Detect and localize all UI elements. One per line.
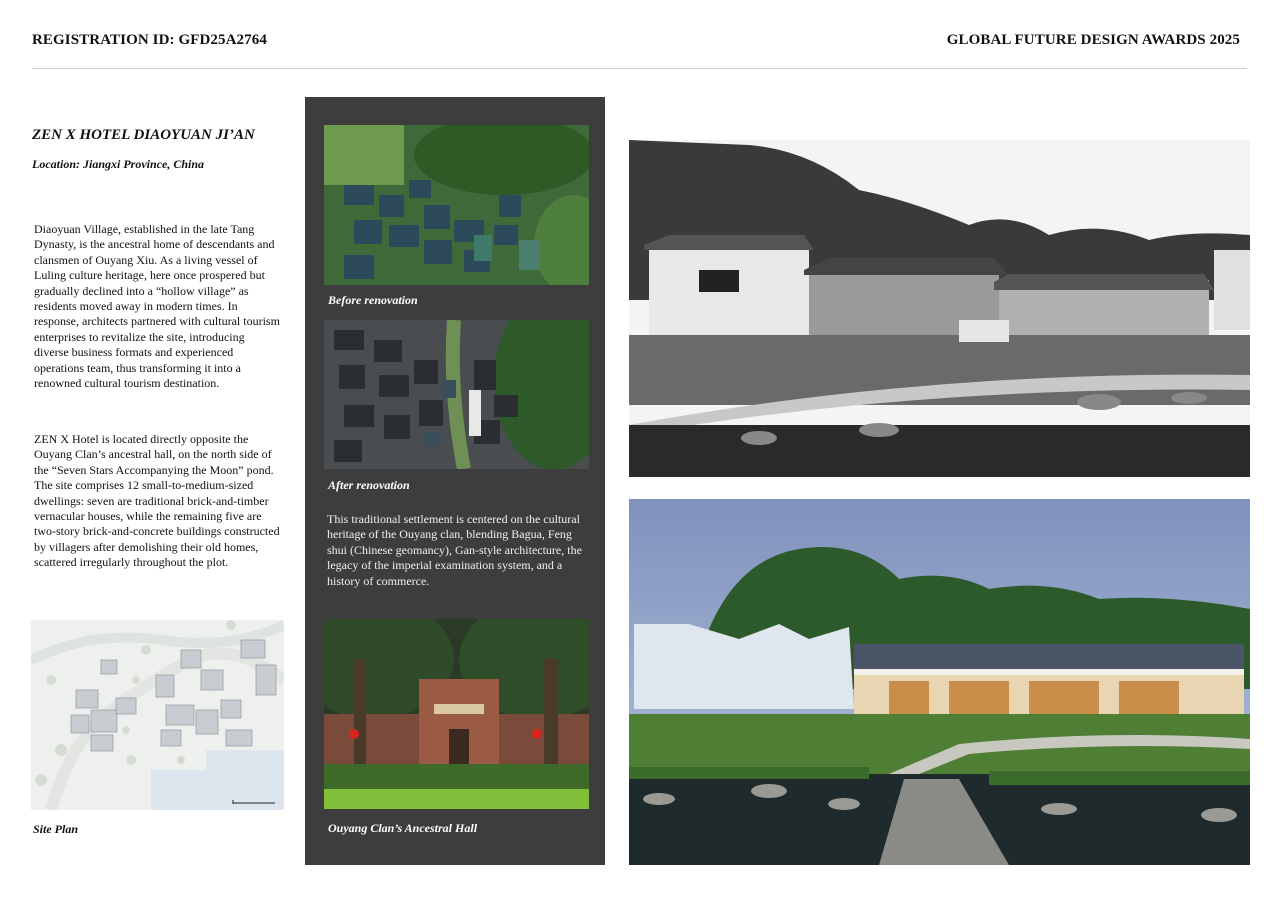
header-divider	[32, 68, 1247, 69]
award-name: GLOBAL FUTURE DESIGN AWARDS 2025	[946, 32, 1240, 48]
renovation-panel	[305, 97, 605, 865]
before-renovation-caption: Before renovation	[328, 293, 418, 307]
after-photo-color	[629, 499, 1250, 865]
after-renovation-caption: After renovation	[328, 478, 410, 492]
project-title: ZEN X HOTEL DIAOYUAN JI’AN	[32, 127, 255, 143]
site-plan-caption: Site Plan	[33, 822, 79, 836]
site-plan-image	[31, 620, 284, 810]
description-paragraph-2: ZEN X Hotel is located directly opposite the Ouyang Clan’s ancestral hall, on the north side of the “Seven Stars Accompanying the Moon” pond. The site comprises 12 small-to-medium-sized dwellings: seven are traditional brick-and-timber vernacular houses, while the remaining five are two-story brick-and-concrete buildings constructed by villagers after demolishing their old homes, scattered irregularly throughout the plot.	[34, 432, 280, 570]
settlement-description: This traditional settlement is centered on the cultural heritage of the Ouyang clan, blending Bagua, Feng shui (Chinese geomancy), Gan-style architecture, the legacy of the imperial examination system, and a history of commerce.	[327, 512, 582, 588]
before-photo-bw	[629, 140, 1250, 477]
description-paragraph-1: Diaoyuan Village, established in the late Tang Dynasty, is the ancestral home of descendants and clansmen of Ouyang Xiu. As a living vessel of Luling culture heritage, here once prospered but gradually declined into a “hollow village” as residents moved away in modern times. In response, architects partnered with cultural tourism enterprises to revitalize the site, introducing diverse business formats and experienced operations team, thus transforming it into a renowned cultural tourism destination.	[34, 222, 280, 391]
aerial-after-renovation-image	[324, 320, 589, 469]
ancestral-hall-caption: Ouyang Clan’s Ancestral Hall	[328, 821, 478, 835]
aerial-before-renovation-image	[324, 125, 589, 285]
ancestral-hall-image	[324, 619, 589, 809]
project-location: Location: Jiangxi Province, China	[32, 157, 205, 171]
registration-id: REGISTRATION ID: GFD25A2764	[32, 32, 267, 48]
